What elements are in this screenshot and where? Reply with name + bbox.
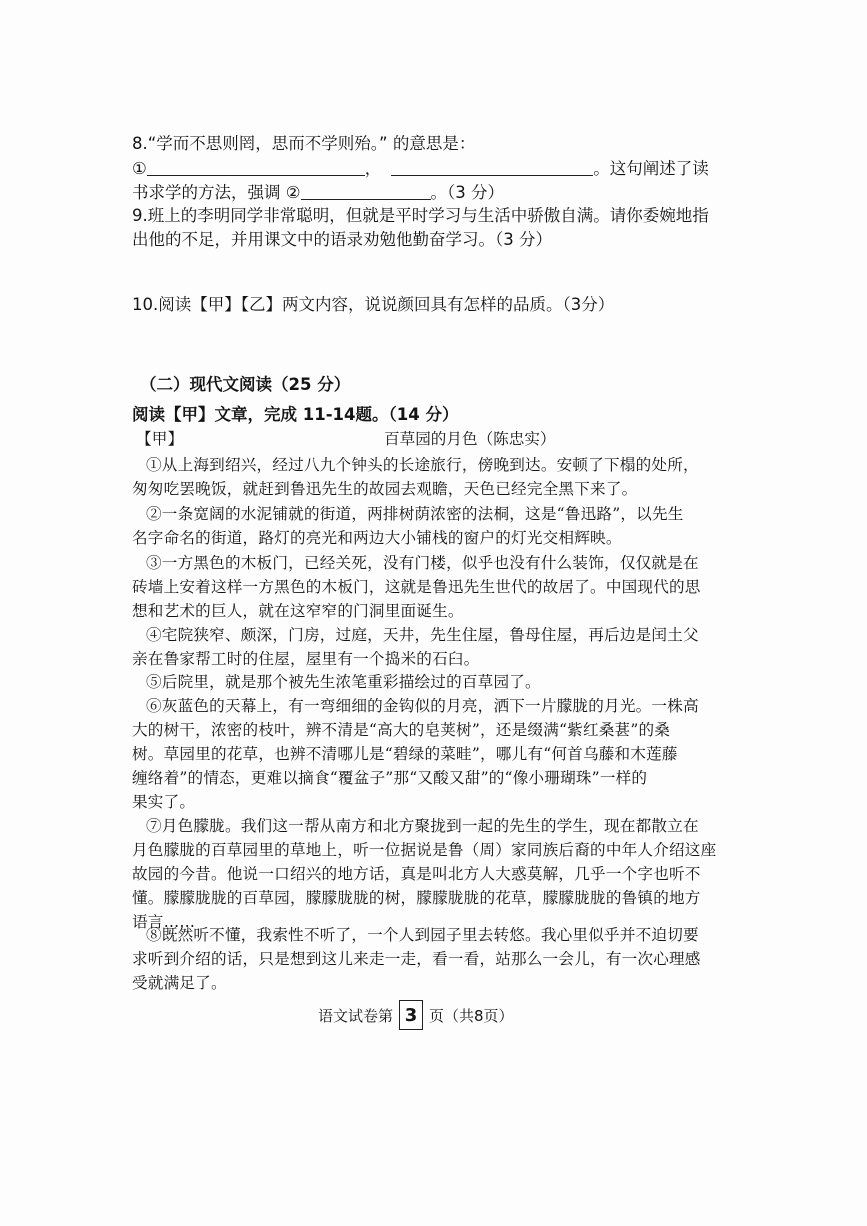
paragraph-8-line-1: ⑧既然听不懂，我索性不听了，一个人到园子里去转悠。我心里似乎并不迫切要 bbox=[146, 926, 699, 944]
paragraph-2-line-2: 名字命名的街道，路灯的亮光和两边大小铺栈的窗户的灯光交相辉映。 bbox=[132, 529, 622, 547]
question-8-third-line bbox=[132, 181, 504, 204]
question-8-answer-line bbox=[132, 157, 709, 180]
blank-separator: ， bbox=[364, 159, 382, 178]
paragraph-7-line-4: 懂。朦朦胧胧的百草园，朦朦胧胧的树，朦朦胧胧的花草，朦朦胧胧的鲁镇的地方 bbox=[132, 889, 701, 907]
paragraph-6-line-2: 大的树干，浓密的枝叶，辨不清是“高大的皂荚树”，还是缀满“紫红桑葚”的桑 bbox=[132, 721, 671, 739]
paragraph-6-line-3: 树。草园里的花草，也辨不清哪儿是“碧绿的菜畦”，哪儿有“何首乌藤和木莲藤 bbox=[132, 745, 678, 763]
section-heading: （二）现代文阅读（25 分） bbox=[140, 375, 351, 394]
paragraph-2-line-1: ②一条宽阔的水泥铺就的街道，两排树荫浓密的法桐，这是“鲁迅路”，以先生 bbox=[146, 505, 684, 523]
paragraph-1-line-1: ①从上海到绍兴，经过八九个钟头的长途旅行，傍晚到达。安顿了下榻的处所， bbox=[146, 456, 699, 474]
paragraph-8-line-3: 受就满足了。 bbox=[132, 974, 227, 992]
page-footer bbox=[318, 1000, 514, 1030]
paragraph-6-line-5: 果实了。 bbox=[132, 793, 196, 811]
answer-blank-1[interactable] bbox=[147, 157, 365, 176]
question-8-emphasis-text: 书求学的方法，强调 ② bbox=[132, 183, 301, 202]
article-title: 百草园的月色（陈忠实） bbox=[384, 430, 556, 448]
paragraph-7-line-5: 语言…… bbox=[132, 913, 196, 931]
answer-blank-3[interactable] bbox=[301, 181, 431, 200]
paragraph-7-line-3: 故园的今昔。他说一口绍兴的地方话，真是叫北方人大惑莫解，几乎一个字也听不 bbox=[132, 865, 701, 883]
page-number-box: 3 bbox=[399, 1000, 423, 1030]
question-8-tail: 。这句阐述了读 bbox=[593, 159, 709, 178]
question-9-prompt-line-2: 出他的不足，并用课文中的语录劝勉他勤奋学习。（3 分） bbox=[132, 230, 552, 249]
paragraph-6-line-1: ⑥灰蓝色的天幕上，有一弯细细的金钩似的月亮，洒下一片朦胧的月光。一株高 bbox=[146, 697, 699, 715]
reading-instruction: 阅读【甲】文章，完成 11-14题。（14 分） bbox=[132, 405, 459, 424]
footer-suffix: 页（共8页） bbox=[429, 1006, 514, 1025]
answer-blank-2[interactable] bbox=[391, 157, 593, 176]
paragraph-3-line-3: 想和艺术的巨人，就在这窄窄的门洞里面诞生。 bbox=[132, 602, 464, 620]
paragraph-6-line-4: 缠络着”的情态，更难以摘食“覆盆子”那“又酸又甜”的“像小珊瑚珠”一样的 bbox=[132, 769, 648, 787]
paragraph-8-line-2: 求听到介绍的话，只是想到这儿来走一走，看一看，站那么一会儿，有一次心理感 bbox=[132, 950, 701, 968]
question-8-prompt: 8.“学而不思则罔，思而不学则殆。” 的意思是： bbox=[132, 134, 476, 153]
paragraph-7-line-2: 月色朦胧的百草园里的草地上，听一位据说是鲁（周）家同族后裔的中年人介绍这座 bbox=[132, 841, 717, 859]
paragraph-3-line-1: ③一方黑色的木板门，已经关死，没有门楼，似乎也没有什么装饰，仅仅就是在 bbox=[146, 554, 699, 572]
paragraph-7-line-1: ⑦月色朦胧。我们这一帮从南方和北方聚拢到一起的先生的学生，现在都散立在 bbox=[146, 817, 699, 835]
question-10-prompt: 10.阅读【甲】【乙】两文内容，说说颜回具有怎样的品质。（3分） bbox=[132, 295, 615, 314]
question-9-prompt-line-1: 9.班上的李明同学非常聪明，但就是平时学习与生活中骄傲自满。请你委婉地指 bbox=[132, 206, 709, 225]
paragraph-3-line-2: 砖墙上安着这样一方黑色的木板门，这就是鲁迅先生世代的故居了。中国现代的思 bbox=[132, 578, 701, 596]
paragraph-1-line-2: 匆匆吃罢晚饭，就赶到鲁迅先生的故园去观瞻，天色已经完全黑下来了。 bbox=[132, 480, 638, 498]
question-8-score: 。（3 分） bbox=[430, 183, 505, 202]
paragraph-5-line-1: ⑤后院里，就是那个被先生浓笔重彩描绘过的百草园了。 bbox=[146, 673, 541, 691]
paragraph-4-line-2: 亲在鲁家帮工时的住屋，屋里有一个捣米的石臼。 bbox=[132, 650, 480, 668]
footer-prefix: 语文试卷第 bbox=[318, 1006, 394, 1025]
passage-label: 【甲】 bbox=[136, 430, 184, 448]
paragraph-4-line-1: ④宅院狭窄、颇深，门房，过庭，天井，先生住屋，鲁母住屋，再后边是闰土父 bbox=[146, 626, 699, 644]
circle-marker-1: ① bbox=[132, 159, 147, 178]
